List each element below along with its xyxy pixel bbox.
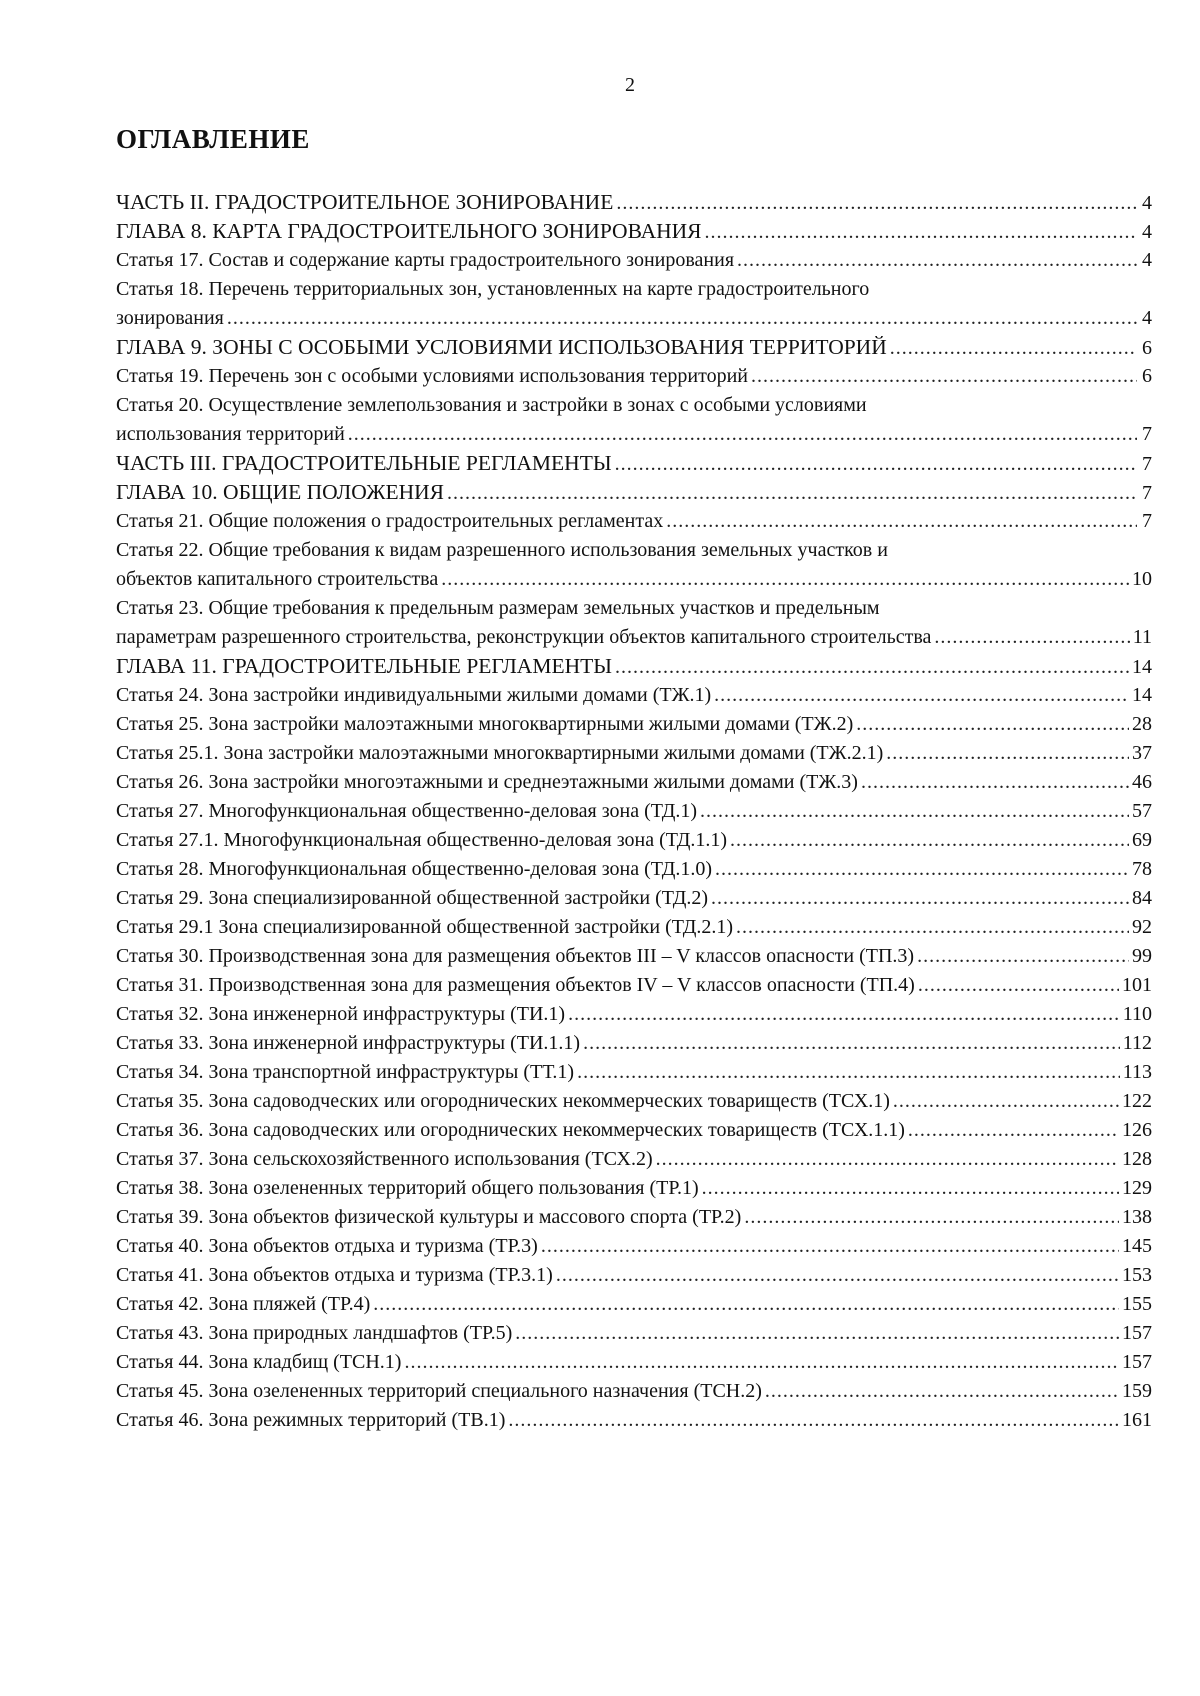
toc-entry-line xyxy=(116,507,1152,536)
toc-entry-title: Статья 32. Зона инженерной инфраструктуры (ТИ.1) xyxy=(116,1003,566,1025)
toc-entry-article[interactable] xyxy=(116,855,1152,884)
dot-leader xyxy=(615,450,1137,479)
toc-entry-line xyxy=(116,942,1152,971)
toc-entry-title: Статья 25.1. Зона застройки малоэтажными многоквартирными жилыми домами (ТЖ.2.1) xyxy=(116,742,884,764)
toc-entry-title: Статья 17. Состав и содержание карты градостроительного зонирования xyxy=(116,249,735,271)
toc-entry-title: ГЛАВА 10. ОБЩИЕ ПОЛОЖЕНИЯ xyxy=(116,480,445,504)
toc-entry-line xyxy=(116,420,1152,449)
toc-entry-page: 10 xyxy=(1132,568,1152,590)
toc-entry-page: 126 xyxy=(1122,1119,1152,1141)
dot-leader xyxy=(744,1203,1119,1232)
toc-entry-article[interactable] xyxy=(116,1145,1152,1174)
toc-entry-title-first-line: Статья 23. Общие требования к предельным размерам земельных участков и предельным xyxy=(116,597,880,619)
toc-entry-page: 4 xyxy=(1142,221,1152,243)
toc-entry-article[interactable] xyxy=(116,1029,1152,1058)
toc-entry-page: 155 xyxy=(1122,1293,1152,1315)
toc-entry-title: Статья 36. Зона садоводческих или огороднических некоммерческих товариществ (ТСХ.1.1) xyxy=(116,1119,905,1141)
toc-entry-article[interactable] xyxy=(116,1174,1152,1203)
toc-entry-title: Статья 29. Зона специализированной общественной застройки (ТД.2) xyxy=(116,887,709,909)
toc-entry-page: 69 xyxy=(1132,829,1152,851)
toc-entry-title: зонирования xyxy=(116,307,224,329)
toc-entry-article[interactable] xyxy=(116,1261,1152,1290)
toc-entry-title: Статья 37. Зона сельскохозяйственного использования (ТСХ.2) xyxy=(116,1148,653,1170)
dot-leader xyxy=(890,334,1137,363)
toc-entry-line xyxy=(116,884,1152,913)
toc-entry-page: 129 xyxy=(1122,1177,1152,1199)
toc-entry-line xyxy=(116,362,1152,391)
toc-entry-page: 161 xyxy=(1122,1409,1152,1431)
toc-entry-line xyxy=(116,913,1152,942)
dot-leader xyxy=(705,218,1138,247)
toc-entry-article[interactable] xyxy=(116,536,1152,594)
toc-entry-title: ГЛАВА 11. ГРАДОСТРОИТЕЛЬНЫЕ РЕГЛАМЕНТЫ xyxy=(116,654,612,678)
toc-entry-page: 4 xyxy=(1142,192,1152,214)
toc-entry-article[interactable] xyxy=(116,1232,1152,1261)
toc-entry-page: 7 xyxy=(1142,453,1152,475)
toc-entry-line xyxy=(116,304,1152,333)
toc-entry-article[interactable] xyxy=(116,275,1152,333)
toc-entry-page: 157 xyxy=(1122,1322,1152,1344)
toc-entry-article[interactable] xyxy=(116,681,1152,710)
toc-entry-page: 4 xyxy=(1142,307,1152,329)
dot-leader xyxy=(447,479,1137,508)
toc-entry-line xyxy=(116,681,1152,710)
toc-entry-line xyxy=(116,478,1152,507)
toc-entry-title: Статья 44. Зона кладбищ (ТСН.1) xyxy=(116,1351,402,1373)
dot-leader xyxy=(348,420,1137,449)
toc-entry-title: объектов капитального строительства xyxy=(116,568,439,590)
toc-entry-line xyxy=(116,1203,1152,1232)
dot-leader xyxy=(656,1145,1119,1174)
table-of-contents xyxy=(116,188,1152,1435)
dot-leader xyxy=(737,246,1137,275)
dot-leader xyxy=(765,1377,1119,1406)
toc-entry-page: 6 xyxy=(1142,337,1152,359)
dot-leader xyxy=(861,768,1129,797)
dot-leader xyxy=(702,1174,1119,1203)
toc-entry-title: ЧАСТЬ II. ГРАДОСТРОИТЕЛЬНОЕ ЗОНИРОВАНИЕ xyxy=(116,190,614,214)
toc-entry-page: 7 xyxy=(1142,423,1152,445)
dot-leader xyxy=(441,565,1129,594)
toc-entry-title-first-line: Статья 22. Общие требования к видам разрешенного использования земельных участков и xyxy=(116,539,888,561)
toc-entry-article[interactable] xyxy=(116,971,1152,1000)
toc-entry-page: 99 xyxy=(1132,945,1152,967)
toc-entry-page: 112 xyxy=(1122,1032,1152,1054)
toc-entry-article[interactable] xyxy=(116,1290,1152,1319)
toc-entry-title: Статья 24. Зона застройки индивидуальными жилыми домами (ТЖ.1) xyxy=(116,684,712,706)
toc-entry-article[interactable] xyxy=(116,594,1152,652)
toc-entry-title: использования территорий xyxy=(116,423,345,445)
dot-leader xyxy=(917,942,1129,971)
toc-entry-line xyxy=(116,1145,1152,1174)
toc-entry-line xyxy=(116,652,1152,681)
toc-entry-title: Статья 27. Многофункциональная общественно-деловая зона (ТД.1) xyxy=(116,800,698,822)
toc-entry-page: 14 xyxy=(1132,656,1152,678)
toc-entry-line xyxy=(116,565,1152,594)
toc-entry-line xyxy=(116,1348,1152,1377)
dot-leader xyxy=(736,913,1129,942)
toc-entry-line xyxy=(116,1029,1152,1058)
toc-entry-title-first-line: Статья 18. Перечень территориальных зон, установленных на карте градостроительного xyxy=(116,278,870,300)
toc-entry-title: Статья 26. Зона застройки многоэтажными и среднеэтажными жилыми домами (ТЖ.3) xyxy=(116,771,858,793)
dot-leader xyxy=(583,1029,1120,1058)
toc-entry-line xyxy=(116,188,1152,217)
toc-entry-line xyxy=(116,710,1152,739)
toc-entry-article[interactable] xyxy=(116,710,1152,739)
toc-entry-title: параметрам разрешенного строительства, реконструкции объектов капитального строительства xyxy=(116,626,932,648)
toc-entry-line xyxy=(116,1290,1152,1319)
dot-leader xyxy=(515,1319,1119,1348)
toc-entry-title: ГЛАВА 9. ЗОНЫ С ОСОБЫМИ УСЛОВИЯМИ ИСПОЛЬЗОВАНИЯ ТЕРРИТОРИЙ xyxy=(116,335,887,359)
toc-entry-line xyxy=(116,1000,1152,1029)
toc-entry-title: Статья 42. Зона пляжей (ТР.4) xyxy=(116,1293,371,1315)
toc-entry-page: 159 xyxy=(1122,1380,1152,1402)
page-number: 2 xyxy=(625,74,635,96)
toc-entry-page: 101 xyxy=(1122,974,1152,996)
toc-entry-article[interactable] xyxy=(116,768,1152,797)
dot-leader xyxy=(751,362,1137,391)
toc-entry-line xyxy=(116,1261,1152,1290)
toc-entry-title: Статья 19. Перечень зон с особыми условиями использования территорий xyxy=(116,365,748,387)
toc-entry-title: Статья 28. Многофункциональная общественно-деловая зона (ТД.1.0) xyxy=(116,858,713,880)
toc-entry-page: 4 xyxy=(1142,249,1152,271)
toc-entry-page: 128 xyxy=(1122,1148,1152,1170)
toc-entry-article[interactable] xyxy=(116,246,1152,275)
toc-entry-article[interactable] xyxy=(116,797,1152,826)
toc-entry-chapter[interactable] xyxy=(116,333,1152,362)
toc-entry-chapter[interactable] xyxy=(116,478,1152,507)
toc-entry-title: Статья 21. Общие положения о градостроительных регламентах xyxy=(116,510,664,532)
toc-entry-line xyxy=(116,971,1152,1000)
toc-entry-line xyxy=(116,739,1152,768)
toc-entry-page: 122 xyxy=(1122,1090,1152,1112)
toc-entry-page: 84 xyxy=(1132,887,1152,909)
toc-entry-page: 110 xyxy=(1122,1003,1152,1025)
toc-entry-article[interactable] xyxy=(116,507,1152,536)
dot-leader xyxy=(373,1290,1119,1319)
toc-entry-article[interactable] xyxy=(116,1203,1152,1232)
toc-entry-line xyxy=(116,623,1152,652)
toc-entry-page: 113 xyxy=(1122,1061,1152,1083)
toc-entry-page: 7 xyxy=(1142,510,1152,532)
toc-entry-page: 157 xyxy=(1122,1351,1152,1373)
toc-entry-line xyxy=(116,1406,1152,1435)
toc-entry-article[interactable] xyxy=(116,1319,1152,1348)
toc-entry-title: Статья 34. Зона транспортной инфраструктуры (ТТ.1) xyxy=(116,1061,575,1083)
toc-entry-line xyxy=(116,797,1152,826)
dot-leader xyxy=(615,653,1129,682)
toc-entry-title: Статья 35. Зона садоводческих или огороднических некоммерческих товариществ (ТСХ.1) xyxy=(116,1090,890,1112)
dot-leader xyxy=(714,681,1129,710)
dot-leader xyxy=(541,1232,1119,1261)
toc-entry-article[interactable] xyxy=(116,942,1152,971)
toc-entry-article[interactable] xyxy=(116,362,1152,391)
toc-entry-article[interactable] xyxy=(116,1406,1152,1435)
toc-entry-article[interactable] xyxy=(116,826,1152,855)
toc-entry-part[interactable] xyxy=(116,449,1152,478)
toc-entry-line xyxy=(116,1116,1152,1145)
toc-entry-line xyxy=(116,449,1152,478)
toc-entry-title: Статья 25. Зона застройки малоэтажными многоквартирными жилыми домами (ТЖ.2) xyxy=(116,713,854,735)
toc-entry-line xyxy=(116,246,1152,275)
toc-entry-line xyxy=(116,1174,1152,1203)
dot-leader xyxy=(227,304,1137,333)
toc-entry-page: 14 xyxy=(1132,684,1152,706)
toc-entry-title: Статья 45. Зона озелененных территорий специального назначения (ТСН.2) xyxy=(116,1380,762,1402)
toc-entry-part[interactable] xyxy=(116,188,1152,217)
page-title: ОГЛАВЛЕНИЕ xyxy=(116,124,310,154)
dot-leader xyxy=(715,855,1129,884)
toc-entry-article[interactable] xyxy=(116,391,1152,449)
dot-leader xyxy=(556,1261,1119,1290)
toc-entry-line xyxy=(116,1232,1152,1261)
dot-leader xyxy=(711,884,1129,913)
toc-entry-title: Статья 29.1 Зона специализированной общественной застройки (ТД.2.1) xyxy=(116,916,734,938)
toc-entry-page: 153 xyxy=(1122,1264,1152,1286)
toc-entry-page: 57 xyxy=(1132,800,1152,822)
dot-leader xyxy=(730,826,1129,855)
toc-entry-title: ГЛАВА 8. КАРТА ГРАДОСТРОИТЕЛЬНОГО ЗОНИРОВАНИЯ xyxy=(116,219,702,243)
toc-entry-page: 11 xyxy=(1132,626,1152,648)
toc-entry-title: Статья 31. Производственная зона для размещения объектов IV – V классов опасности (ТП.4) xyxy=(116,974,915,996)
dot-leader xyxy=(886,739,1129,768)
toc-entry-page: 138 xyxy=(1122,1206,1152,1228)
dot-leader xyxy=(700,797,1129,826)
toc-entry-line xyxy=(116,1319,1152,1348)
dot-leader xyxy=(404,1348,1119,1377)
toc-entry-line xyxy=(116,1087,1152,1116)
toc-entry-title: Статья 33. Зона инженерной инфраструктуры (ТИ.1.1) xyxy=(116,1032,581,1054)
dot-leader xyxy=(616,189,1137,218)
toc-entry-page: 92 xyxy=(1132,916,1152,938)
toc-entry-article[interactable] xyxy=(116,1377,1152,1406)
dot-leader xyxy=(893,1087,1119,1116)
toc-entry-title: Статья 39. Зона объектов физической культуры и массового спорта (ТР.2) xyxy=(116,1206,742,1228)
dot-leader xyxy=(577,1058,1120,1087)
dot-leader xyxy=(918,971,1119,1000)
dot-leader xyxy=(568,1000,1120,1029)
toc-entry-line xyxy=(116,855,1152,884)
dot-leader xyxy=(666,507,1137,536)
toc-entry-page: 145 xyxy=(1122,1235,1152,1257)
toc-entry-title: Статья 27.1. Многофункциональная общественно-деловая зона (ТД.1.1) xyxy=(116,829,728,851)
toc-entry-title: Статья 30. Производственная зона для размещения объектов III – V классов опасности (ТП.3) xyxy=(116,945,915,967)
toc-entry-title: Статья 43. Зона природных ландшафтов (ТР.5) xyxy=(116,1322,513,1344)
toc-entry-article[interactable] xyxy=(116,1348,1152,1377)
toc-entry-line xyxy=(116,1058,1152,1087)
toc-entry-article[interactable] xyxy=(116,1000,1152,1029)
toc-entry-line xyxy=(116,826,1152,855)
toc-entry-page: 37 xyxy=(1132,742,1152,764)
toc-entry-page: 78 xyxy=(1132,858,1152,880)
toc-entry-article[interactable] xyxy=(116,1087,1152,1116)
toc-entry-page: 6 xyxy=(1142,365,1152,387)
toc-entry-page: 28 xyxy=(1132,713,1152,735)
toc-entry-title: Статья 40. Зона объектов отдыха и туризма (ТР.3) xyxy=(116,1235,538,1257)
toc-entry-title: ЧАСТЬ III. ГРАДОСТРОИТЕЛЬНЫЕ РЕГЛАМЕНТЫ xyxy=(116,451,612,475)
toc-entry-article[interactable] xyxy=(116,1058,1152,1087)
toc-entry-article[interactable] xyxy=(116,1116,1152,1145)
toc-entry-article[interactable] xyxy=(116,913,1152,942)
toc-entry-chapter[interactable] xyxy=(116,652,1152,681)
toc-entry-title: Статья 46. Зона режимных территорий (ТВ.1) xyxy=(116,1409,506,1431)
toc-entry-title-first-line: Статья 20. Осуществление землепользования и застройки в зонах с особыми условиями xyxy=(116,394,867,416)
toc-entry-title: Статья 41. Зона объектов отдыха и туризма (ТР.3.1) xyxy=(116,1264,553,1286)
toc-entry-title: Статья 38. Зона озелененных территорий общего пользования (ТР.1) xyxy=(116,1177,699,1199)
toc-entry-article[interactable] xyxy=(116,884,1152,913)
toc-entry-chapter[interactable] xyxy=(116,217,1152,246)
dot-leader xyxy=(856,710,1129,739)
dot-leader xyxy=(508,1406,1119,1435)
toc-entry-page: 7 xyxy=(1142,482,1152,504)
dot-leader xyxy=(934,623,1129,652)
toc-entry-page: 46 xyxy=(1132,771,1152,793)
toc-entry-line xyxy=(116,768,1152,797)
toc-entry-line xyxy=(116,217,1152,246)
toc-entry-line xyxy=(116,1377,1152,1406)
dot-leader xyxy=(908,1116,1119,1145)
toc-entry-line xyxy=(116,333,1152,362)
toc-entry-article[interactable] xyxy=(116,739,1152,768)
